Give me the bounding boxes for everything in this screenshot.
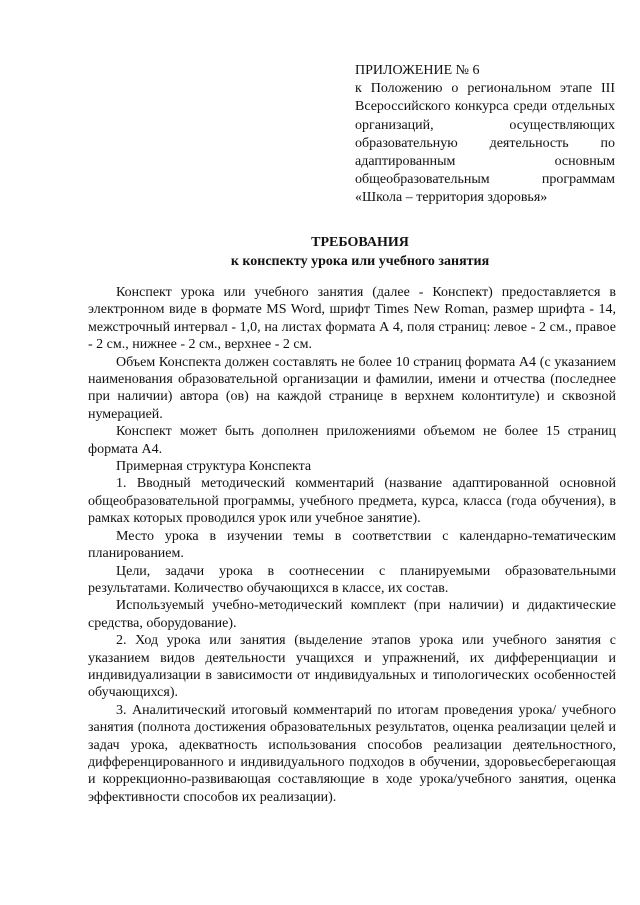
paragraph-analytic-comment: 3. Аналитический итоговый комментарий по итогам проведения урока/ учебного занятия (полнота достижения образовательных результатов, оценка реализации целей и задач урока, адекватность использования способов реализации деятельностного, дифференцированного и индивидуального подходов в обучении, здоровьесберегающая и коррекционно-развивающая составляющие в ходе урока/учебного занятия, оценка эффективности способов их реализации).	[88, 702, 616, 805]
document-body	[88, 284, 616, 806]
appendix-header	[355, 62, 615, 208]
paragraph-appendices: Конспект может быть дополнен приложениями объемом не более 15 страниц формата А4.	[88, 424, 616, 457]
paragraph-materials: Используемый учебно-методический комплект (при наличии) и дидактические средства, оборудование).	[88, 598, 616, 631]
paragraph-lesson-course: 2. Ход урока или занятия (выделение этапов урока или учебного занятия с указанием видов деятельности учащихся и упражнений, их дифференциации и индивидуализации в зависимости от индивидуальных и типологических особенностей обучающихся).	[88, 633, 616, 701]
document-title: ТРЕБОВАНИЯ	[311, 235, 409, 250]
paragraph-lesson-place: Место урока в изучении темы в соответствии с календарно-тематическим планированием.	[88, 528, 616, 562]
document-subtitle: к конспекту урока или учебного занятия	[230, 254, 490, 269]
appendix-number: ПРИЛОЖЕНИЕ № 6	[355, 63, 480, 78]
appendix-reference: к Положению о региональном этапе III Всероссийского конкурса среди отдельных организаций, осуществляющих образовательную деятельность по адаптированным основным общеобразовательным программам «Школа – территория здоровья»	[355, 81, 615, 206]
paragraph-format: Конспект урока или учебного занятия (далее - Конспект) предоставляется в электронном виде в формате MS Word, шрифт Times New Roman, размер шрифта - 14, межстрочный интервал - 1,0, на листах формата А 4, поля страниц: левое - 2 см., правое - 2 см., нижнее - 2 см., верхнее - 2 см.	[88, 285, 616, 353]
paragraph-structure-heading: Примерная структура Конспекта	[116, 459, 312, 475]
paragraph-volume: Объем Конспекта должен составлять не более 10 страниц формата А4 (с указанием наименования образовательной организации и фамилии, имени и отчества (последнее при наличии) автора (ов) на каждой странице в верхнем колонтитуле) и сквозной нумерацией.	[88, 354, 616, 422]
paragraph-intro-comment: 1. Вводный методический комментарий (название адаптированной основной общеобразовательной программы, учебного предмета, курса, класса (года обучения), в рамках которых проводился урок или учебное занятие).	[88, 476, 616, 527]
paragraph-goals: Цели, задачи урока в соотнесении с планируемыми образовательными результатами. Количество обучающихся в классе, их состав.	[88, 563, 616, 596]
